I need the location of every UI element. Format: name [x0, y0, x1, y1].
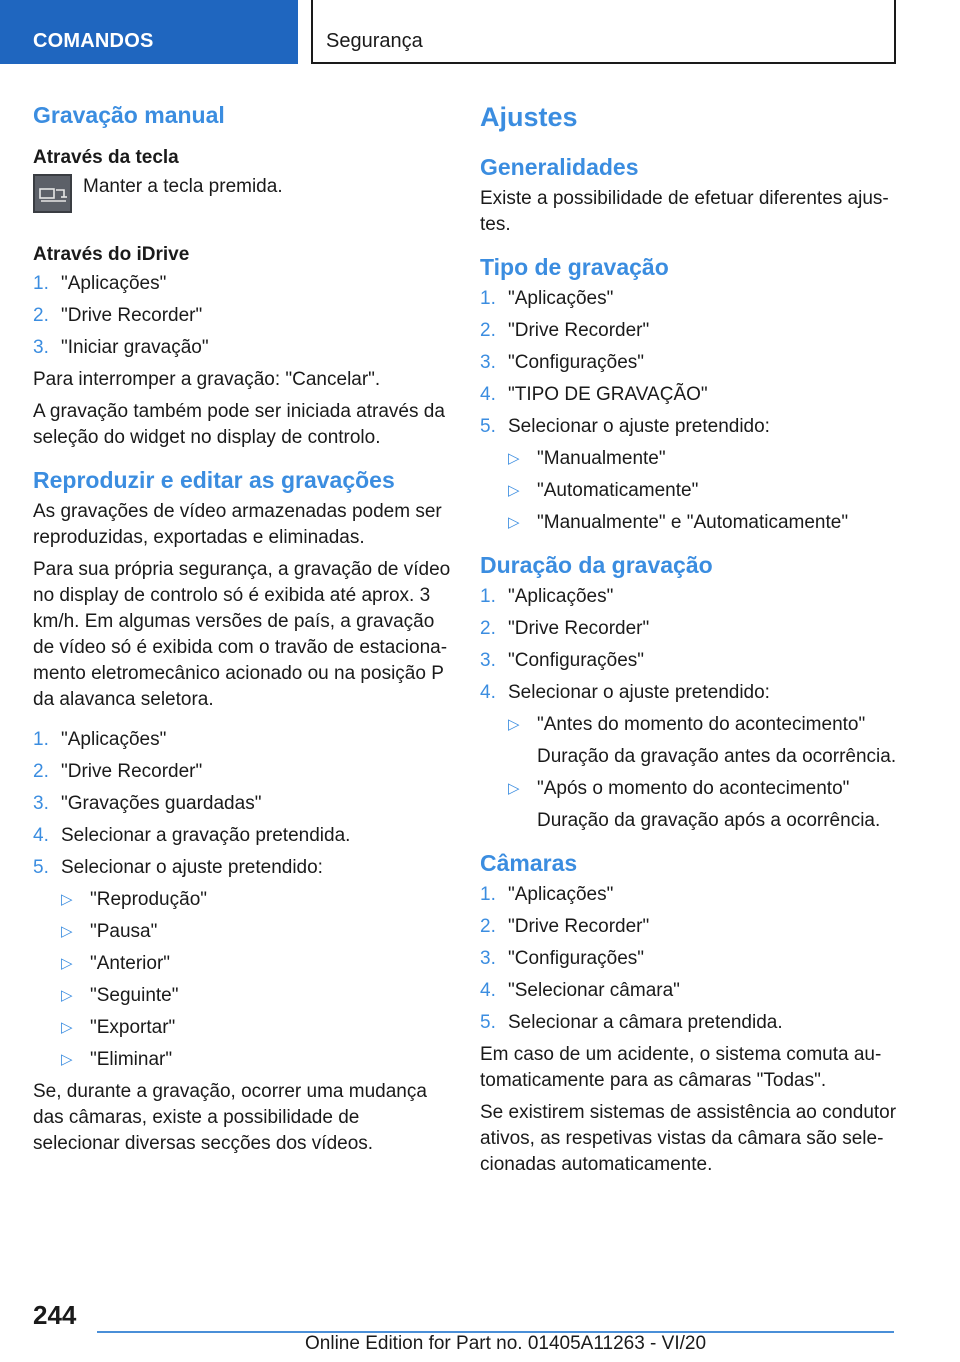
recording-type-options [508, 446, 898, 536]
drive-recorder-key-icon [33, 174, 72, 213]
list-item [480, 318, 898, 344]
right-column [480, 100, 898, 1184]
step-number: 3. [480, 352, 496, 373]
triangle-bullet-icon: ▷ [508, 450, 520, 467]
settings-title: Ajustes [480, 102, 578, 132]
list-item [480, 1010, 898, 1036]
list-item [480, 616, 898, 642]
step-number: 1. [480, 288, 496, 309]
playback-intro: As gravações de vídeo armazenadas podem ser reproduzidas, exportadas e eliminadas. [33, 501, 442, 548]
cameras-title: Câmaras [480, 850, 578, 876]
list-item [61, 887, 451, 913]
recording-type-title: Tipo de gravação [480, 254, 669, 280]
step-text: Selecionar o ajuste pretendido: [508, 682, 770, 703]
general-title: Generalidades [480, 154, 639, 180]
step-text: "TIPO DE GRAVAÇÃO" [508, 384, 708, 405]
step-text: "Drive Recorder" [61, 761, 203, 782]
list-item [33, 271, 451, 297]
list-item [33, 855, 451, 1073]
option-text: "Reprodução" [90, 889, 208, 910]
list-item [480, 584, 898, 610]
list-item [61, 1047, 451, 1073]
step-number: 1. [33, 729, 49, 750]
recording-duration-title: Duração da gravação [480, 552, 713, 578]
option-text: "Anterior" [90, 953, 171, 974]
step-text: "Aplicações" [508, 586, 614, 607]
recording-duration-steps [480, 584, 898, 834]
step-number: 1. [480, 884, 496, 905]
left-column [33, 100, 451, 1163]
recording-duration-options [508, 712, 898, 834]
triangle-bullet-icon: ▷ [508, 780, 520, 797]
list-item [33, 759, 451, 785]
idrive-steps [33, 271, 451, 361]
triangle-bullet-icon: ▷ [61, 955, 73, 972]
list-item [61, 919, 451, 945]
step-text: "Aplicações" [508, 884, 614, 905]
step-number: 3. [33, 337, 49, 358]
option-text: "Eliminar" [90, 1049, 173, 1070]
triangle-bullet-icon: ▷ [508, 716, 520, 733]
list-item [480, 648, 898, 674]
step-text: "Aplicações" [61, 273, 167, 294]
manual-recording-title: Gravação manual [33, 102, 225, 128]
step-text: "Drive Recorder" [508, 618, 650, 639]
option-text: "Manualmente" e "Automaticamente" [537, 512, 849, 533]
list-item [508, 478, 898, 504]
playback-safety: Para sua própria segurança, a gravação de vídeo no display de controlo só é exibida até aprox. 3 km/h. Em algumas versões de país, a gravação de vídeo só é exibida com o travão de estaciona-mento eletromecânico acionado ou na posição P da alavanca seletora. [33, 559, 451, 710]
list-item [33, 791, 451, 817]
step-number: 2. [33, 761, 49, 782]
step-text: Selecionar a câmara pretendida. [508, 1012, 783, 1033]
step-number: 3. [480, 650, 496, 671]
topic-label: Segurança [326, 30, 423, 52]
list-item [33, 823, 451, 849]
step-number: 5. [480, 416, 496, 437]
assist-text: Se existirem sistemas de assistência ao condutor ativos, as respetivas vistas da câmara são sele-cionadas automaticamente. [480, 1102, 897, 1175]
recording-type-steps [480, 286, 898, 536]
step-text: "Drive Recorder" [508, 916, 650, 937]
step-text: Selecionar a gravação pretendida. [61, 825, 351, 846]
step-number: 4. [480, 384, 496, 405]
camera-steps [480, 882, 898, 1036]
step-text: "Configurações" [508, 650, 645, 671]
list-item [33, 335, 451, 361]
list-item [480, 946, 898, 972]
step-number: 1. [33, 273, 49, 294]
step-text: "Iniciar gravação" [61, 337, 209, 358]
list-item [33, 303, 451, 329]
step-text: Selecionar o ajuste pretendido: [61, 857, 323, 878]
option-text: "Seguinte" [90, 985, 179, 1006]
step-text: "Aplicações" [61, 729, 167, 750]
step-text: "Aplicações" [508, 288, 614, 309]
via-idrive-heading: Através do iDrive [33, 244, 190, 265]
list-item [480, 978, 898, 1004]
list-item [61, 1015, 451, 1041]
step-number: 2. [480, 618, 496, 639]
step-number: 2. [480, 320, 496, 341]
widget-text: A gravação também pode ser iniciada através da seleção do widget no display de controlo. [33, 401, 445, 448]
step-text: "Drive Recorder" [61, 305, 203, 326]
accident-text: Em caso de um acidente, o sistema comuta au-tomaticamente para as câmaras "Todas". [480, 1044, 882, 1091]
triangle-bullet-icon: ▷ [61, 923, 73, 940]
triangle-bullet-icon: ▷ [61, 987, 73, 1004]
triangle-bullet-icon: ▷ [508, 482, 520, 499]
playback-title: Reproduzir e editar as gravações [33, 467, 395, 493]
step-text: "Configurações" [508, 352, 645, 373]
step-number: 3. [480, 948, 496, 969]
step-number: 3. [33, 793, 49, 814]
playback-options [61, 887, 451, 1073]
triangle-bullet-icon: ▷ [61, 1051, 73, 1068]
camera-change-text: Se, durante a gravação, ocorrer uma mudança das câmaras, existe a possibilidade de selecionar diversas secções dos vídeos. [33, 1081, 427, 1154]
stop-text: Para interromper a gravação: "Cancelar". [33, 369, 381, 390]
playback-steps [33, 727, 451, 1073]
step-number: 2. [480, 916, 496, 937]
step-text: "Configurações" [508, 948, 645, 969]
triangle-bullet-icon: ▷ [508, 514, 520, 531]
list-item [508, 510, 898, 536]
general-text: Existe a possibilidade de efetuar diferentes ajus-tes. [480, 188, 889, 235]
list-item [508, 712, 898, 770]
triangle-bullet-icon: ▷ [61, 891, 73, 908]
step-text: "Drive Recorder" [508, 320, 650, 341]
option-text: "Exportar" [90, 1017, 176, 1038]
list-item [508, 446, 898, 472]
chapter-label: COMANDOS [33, 30, 154, 52]
step-number: 5. [480, 1012, 496, 1033]
option-text: "Pausa" [90, 921, 158, 942]
step-number: 1. [480, 586, 496, 607]
option-text: "Manualmente" [537, 448, 666, 469]
option-text: "Antes do momento do acontecimento" [537, 714, 866, 735]
list-item [480, 882, 898, 908]
key-instruction [33, 174, 451, 213]
list-item [33, 727, 451, 753]
chapter-tab [0, 0, 298, 64]
option-description: Duração da gravação antes da ocorrência. [537, 746, 897, 767]
list-item [480, 680, 898, 834]
list-item [61, 983, 451, 1009]
list-item [480, 350, 898, 376]
list-item [61, 951, 451, 977]
option-description: Duração da gravação após a ocorrência. [537, 810, 881, 831]
step-number: 4. [480, 682, 496, 703]
page-number: 244 [33, 1300, 77, 1330]
list-item [480, 286, 898, 312]
step-number: 5. [33, 857, 49, 878]
list-item [480, 914, 898, 940]
topic-tab [311, 0, 896, 64]
step-number: 2. [33, 305, 49, 326]
option-text: "Automaticamente" [537, 480, 699, 501]
step-number: 4. [33, 825, 49, 846]
step-text: "Gravações guardadas" [61, 793, 262, 814]
step-text: "Selecionar câmara" [508, 980, 680, 1001]
via-key-heading: Através da tecla [33, 147, 179, 168]
edition-text: Online Edition for Part no. 01405A11263 - VI/20 [305, 1333, 707, 1354]
step-number: 4. [480, 980, 496, 1001]
step-text: Selecionar o ajuste pretendido: [508, 416, 770, 437]
list-item [480, 414, 898, 536]
via-key-text: Manter a tecla premida. [83, 176, 283, 197]
triangle-bullet-icon: ▷ [61, 1019, 73, 1036]
list-item [508, 776, 898, 834]
option-text: "Após o momento do acontecimento" [537, 778, 850, 799]
list-item [480, 382, 898, 408]
